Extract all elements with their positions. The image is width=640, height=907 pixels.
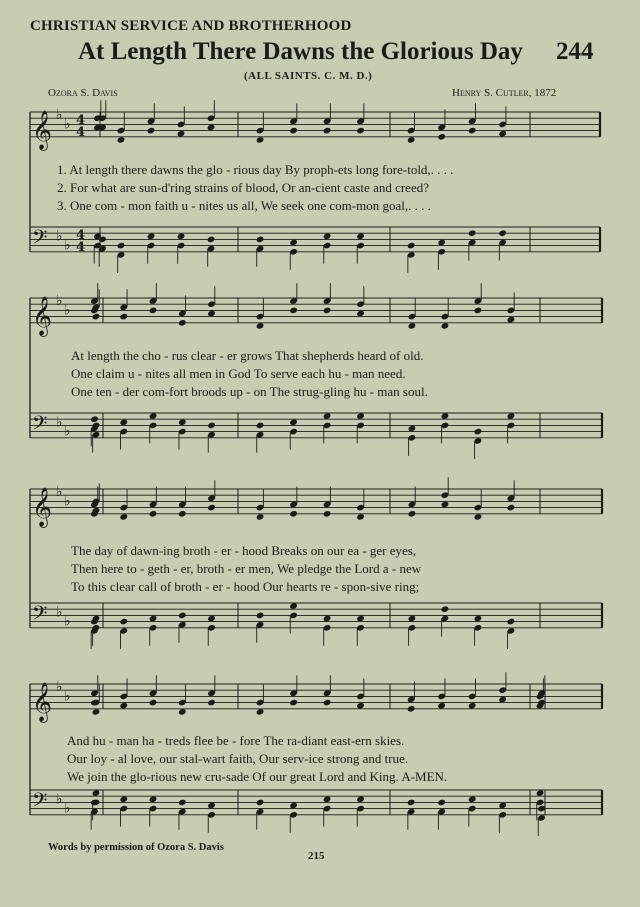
note-head bbox=[178, 510, 187, 518]
flat-sign: ♭ bbox=[64, 116, 71, 133]
note-head bbox=[256, 612, 265, 620]
lyric-line: To this clear call of broth - er - hood Our hearts re - spon-sive ring; bbox=[71, 579, 420, 594]
note-head bbox=[178, 708, 187, 716]
note-head bbox=[507, 504, 516, 512]
note-head bbox=[256, 799, 265, 807]
note-head bbox=[92, 789, 101, 797]
treble-clef: 𝄞 bbox=[32, 681, 53, 722]
note-head bbox=[356, 702, 365, 710]
note-head bbox=[356, 796, 365, 804]
treble-clef: 𝄞 bbox=[32, 109, 53, 150]
note-head bbox=[323, 412, 332, 420]
note-head bbox=[474, 615, 483, 623]
section-heading: CHRISTIAN SERVICE AND BROTHERHOOD bbox=[30, 18, 352, 34]
note-head bbox=[437, 239, 446, 247]
note-head bbox=[207, 615, 216, 623]
note-head bbox=[207, 124, 216, 132]
page-number: 215 bbox=[308, 850, 325, 862]
note-head bbox=[207, 310, 216, 318]
note-head bbox=[441, 501, 450, 509]
note-head bbox=[441, 322, 450, 330]
flat-sign: ♭ bbox=[56, 604, 63, 621]
composer-credit: Henry S. Cutler, 1872 bbox=[452, 87, 557, 99]
note-head bbox=[437, 702, 446, 710]
note-head bbox=[149, 615, 158, 623]
note-head bbox=[92, 313, 101, 321]
note-head bbox=[468, 127, 477, 135]
note-head bbox=[149, 510, 158, 518]
note-head bbox=[323, 307, 332, 315]
note-head bbox=[407, 705, 416, 713]
note-head bbox=[507, 412, 516, 420]
note-head bbox=[147, 127, 156, 135]
note-head bbox=[441, 605, 450, 613]
note-head bbox=[178, 319, 187, 327]
bass-clef: 𝄢 bbox=[32, 225, 48, 254]
note-head bbox=[498, 229, 507, 237]
flat-sign: ♭ bbox=[64, 423, 71, 440]
note-head bbox=[207, 802, 216, 810]
flat-sign: ♭ bbox=[64, 493, 71, 510]
flat-sign: ♭ bbox=[56, 228, 63, 245]
note-head bbox=[507, 618, 516, 626]
note-head bbox=[149, 307, 158, 315]
note-head bbox=[289, 510, 298, 518]
flat-sign: ♭ bbox=[56, 791, 63, 808]
flat-sign: ♭ bbox=[64, 302, 71, 319]
lyric-line: We join the glo-rious new cru-sade Of our great Lord and King. A-MEN. bbox=[67, 769, 448, 784]
lyric-line: 2. For what are sun-d'ring strains of blood, Or an-cient caste and creed? bbox=[57, 180, 429, 195]
note-head bbox=[178, 799, 187, 807]
treble-clef: 𝄞 bbox=[32, 486, 53, 527]
note-head bbox=[149, 796, 158, 804]
note-head bbox=[323, 699, 332, 707]
note-head bbox=[474, 428, 483, 436]
note-head bbox=[536, 789, 545, 797]
note-head bbox=[407, 136, 416, 144]
note-head bbox=[474, 513, 483, 521]
note-head bbox=[207, 422, 216, 430]
note-head bbox=[407, 799, 416, 807]
lyric-line: One ten - der com-fort broods up - on The strug-gling hu - man soul. bbox=[71, 384, 428, 399]
time-signature: 4 bbox=[76, 240, 86, 256]
note-head bbox=[207, 504, 216, 512]
author-credit: Ozora S. Davis bbox=[48, 87, 118, 99]
flat-sign: ♭ bbox=[64, 688, 71, 705]
note-head bbox=[177, 130, 186, 138]
lyric-line: Then here to - geth - er, broth - er men, We pledge the Lord a - new bbox=[71, 561, 422, 576]
note-head bbox=[289, 802, 298, 810]
note-head bbox=[207, 236, 216, 244]
note-head bbox=[289, 602, 298, 610]
note-head bbox=[323, 127, 332, 135]
note-head bbox=[119, 796, 128, 804]
note-head bbox=[119, 702, 128, 710]
time-signature: 4 bbox=[76, 125, 86, 141]
hymn-title: At Length There Dawns the Glorious Day bbox=[78, 38, 523, 65]
note-head bbox=[289, 699, 298, 707]
flat-sign: ♭ bbox=[56, 679, 63, 696]
lyric-line: Our loy - al love, our stal-wart faith, Our serv-ice strong and true. bbox=[67, 751, 409, 766]
lyric-line: One claim u - nites all men in God To serve each hu - man need. bbox=[71, 366, 406, 381]
hymn-number: 244 bbox=[556, 38, 594, 65]
bass-clef: 𝄢 bbox=[32, 601, 48, 630]
note-head bbox=[119, 513, 128, 521]
note-head bbox=[408, 510, 417, 518]
note-head bbox=[289, 307, 298, 315]
note-head bbox=[256, 236, 265, 244]
bass-clef: 𝄢 bbox=[32, 788, 48, 817]
note-head bbox=[407, 242, 416, 250]
note-head bbox=[323, 233, 332, 241]
note-head bbox=[289, 127, 298, 135]
note-head bbox=[289, 419, 298, 427]
note-head bbox=[119, 313, 128, 321]
note-head bbox=[178, 612, 187, 620]
note-head bbox=[468, 796, 477, 804]
tune-name: (ALL SAINTS. C. M. D.) bbox=[244, 70, 373, 82]
note-head bbox=[117, 136, 126, 144]
flat-sign: ♭ bbox=[56, 414, 63, 431]
time-signature: 4 bbox=[76, 227, 86, 243]
note-head bbox=[256, 422, 265, 430]
note-head bbox=[119, 618, 128, 626]
note-head bbox=[207, 699, 216, 707]
lyric-line: At length the cho - rus clear - er grows That shepherds heard of old. bbox=[71, 348, 424, 363]
note-head bbox=[149, 412, 158, 420]
note-head bbox=[356, 127, 365, 135]
note-head bbox=[147, 233, 156, 241]
bass-clef: 𝄢 bbox=[32, 411, 48, 440]
note-head bbox=[178, 419, 187, 427]
flat-sign: ♭ bbox=[64, 800, 71, 817]
note-head bbox=[498, 696, 507, 704]
note-head bbox=[117, 242, 126, 250]
note-head bbox=[437, 133, 446, 141]
note-head bbox=[498, 802, 507, 810]
note-head bbox=[356, 412, 365, 420]
note-head bbox=[289, 239, 298, 247]
note-head bbox=[356, 233, 365, 241]
note-head bbox=[498, 130, 507, 138]
note-head bbox=[323, 615, 332, 623]
note-head bbox=[323, 796, 332, 804]
note-head bbox=[92, 708, 101, 716]
note-head bbox=[408, 425, 417, 433]
note-head bbox=[149, 699, 158, 707]
time-signature: 4 bbox=[76, 112, 86, 128]
note-head bbox=[468, 702, 477, 710]
permission-note: Words by permission of Ozora S. Davis bbox=[48, 842, 224, 853]
note-head bbox=[437, 799, 446, 807]
note-head bbox=[408, 615, 417, 623]
treble-clef: 𝄞 bbox=[32, 295, 53, 336]
lyric-line: The day of dawn-ing broth - er - hood Breaks on our ea - ger eyes, bbox=[71, 543, 417, 558]
flat-sign: ♭ bbox=[64, 613, 71, 630]
note-head bbox=[256, 513, 265, 521]
note-head bbox=[441, 412, 450, 420]
note-head bbox=[408, 322, 417, 330]
flat-sign: ♭ bbox=[56, 293, 63, 310]
note-head bbox=[177, 233, 186, 241]
note-head bbox=[93, 124, 102, 132]
note-head bbox=[356, 310, 365, 318]
note-head bbox=[90, 415, 99, 423]
note-head bbox=[256, 322, 265, 330]
note-head bbox=[468, 229, 477, 237]
flat-sign: ♭ bbox=[56, 107, 63, 124]
note-head bbox=[256, 136, 265, 144]
note-head bbox=[256, 708, 265, 716]
note-head bbox=[356, 513, 365, 521]
lyric-line: 1. At length there dawns the glo - rious day By proph-ets long fore-told,. . . . bbox=[57, 162, 454, 177]
flat-sign: ♭ bbox=[56, 484, 63, 501]
note-head bbox=[474, 307, 483, 315]
note-head bbox=[356, 615, 365, 623]
lyric-line: And hu - man ha - treds flee be - fore The ra-diant east-ern skies. bbox=[67, 733, 405, 748]
note-head bbox=[119, 419, 128, 427]
flat-sign: ♭ bbox=[64, 237, 71, 254]
note-head bbox=[507, 316, 516, 324]
lyric-line: 3. One com - mon faith u - nites us all, We seek one com-mon goal,. . . . bbox=[57, 198, 431, 213]
note-head bbox=[323, 510, 332, 518]
